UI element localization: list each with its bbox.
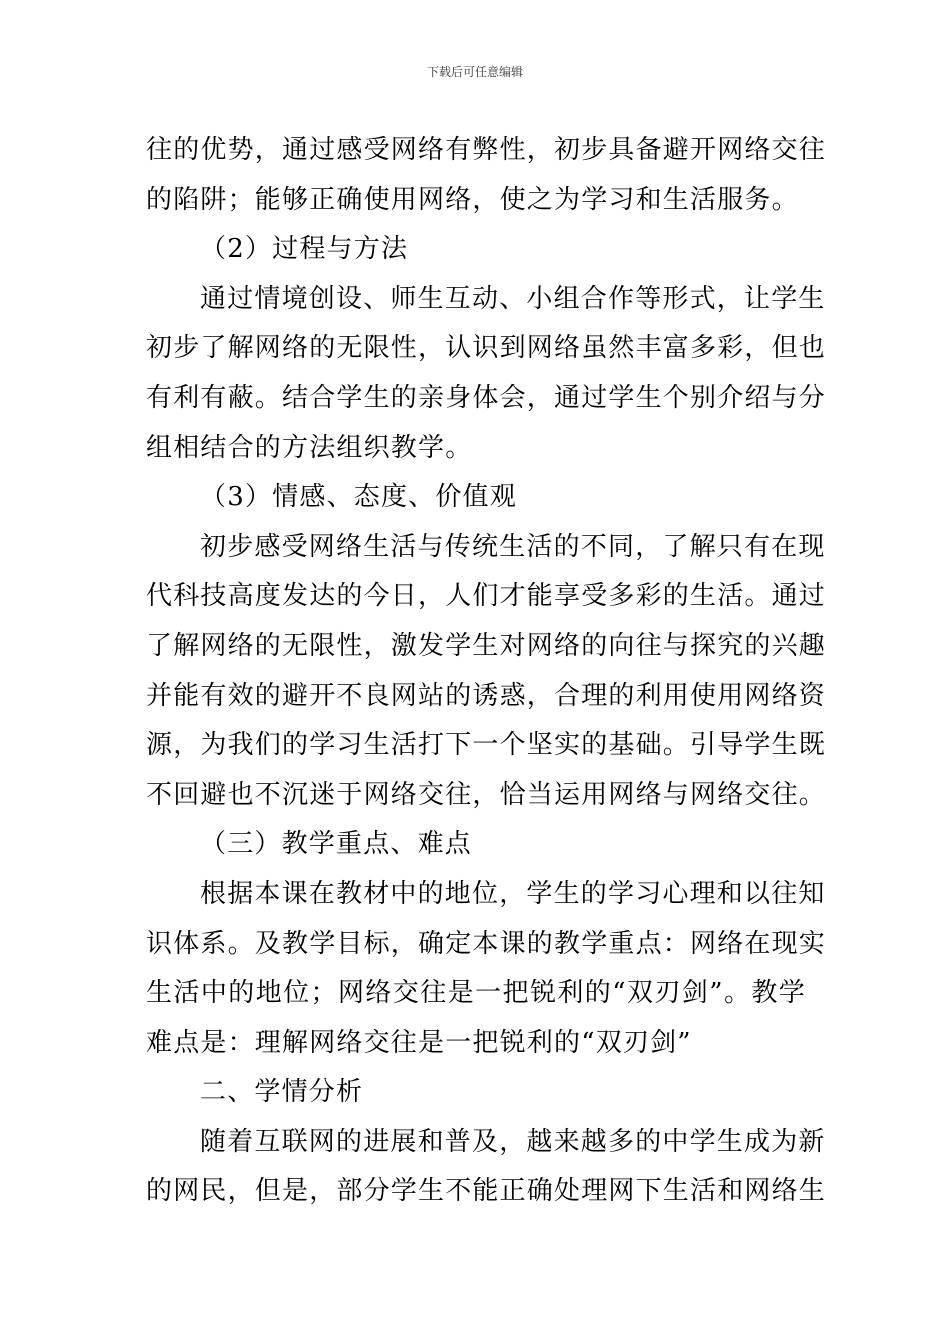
section-heading: 二、学情分析 [200,1077,364,1108]
paragraph-line: 有利有蔽。结合学生的亲身体会，通过学生个别介绍与分 [146,382,827,413]
paragraph-line: 不回避也不沉迷于网络交往，恰当运用网络与网络交往。 [146,779,827,810]
paragraph-line: 识体系。及教学目标，确定本课的教学重点：网络在现实 [146,928,827,959]
paragraph-line: 初步感受网络生活与传统生活的不同，了解只有在现 [200,531,826,562]
paragraph-line: 了解网络的无限性，激发学生对网络的向往与探究的兴趣 [146,630,827,661]
page-header: 下载后可任意编辑 [426,65,523,79]
paragraph-line: 随着互联网的进展和普及，越来越多的中学生成为新 [200,1126,826,1157]
paragraph-line: 组相结合的方法组织教学。 [146,432,473,463]
paragraph-line: 生活中的地位；网络交往是一把锐利的“双刃剑”。教学 [146,978,806,1009]
paragraph-line: 并能有效的避开不良网站的诱惑，合理的利用使用网络资 [146,680,827,711]
paragraph-line: 代科技高度发达的今日，人们才能享受多彩的生活。通过 [146,581,827,612]
paragraph-line: 的网民，但是，部分学生不能正确处理网下生活和网络生 [146,1176,827,1207]
paragraph-line: 的陷阱；能够正确使用网络，使之为学习和生活服务。 [146,184,799,215]
section-heading: （3）情感、态度、价值观 [200,482,517,513]
paragraph-line: 通过情境创设、师生互动、小组合作等形式，让学生 [200,283,826,314]
paragraph-line: 初步了解网络的无限性，认识到网络虽然丰富多彩，但也 [146,333,827,364]
paragraph-line: 源，为我们的学习生活打下一个坚实的基础。引导学生既 [146,730,827,761]
document-body [146,126,827,1217]
paragraph-line: 难点是：理解网络交往是一把锐利的“双刃剑” [146,1027,692,1058]
paragraph-line: 往的优势，通过感受网络有弊性，初步具备避开网络交往 [146,135,827,165]
section-heading: （2）过程与方法 [200,234,409,265]
section-heading: （三）教学重点、难点 [200,829,473,860]
paragraph-line: 根据本课在教材中的地位，学生的学习心理和以往知 [200,878,826,909]
